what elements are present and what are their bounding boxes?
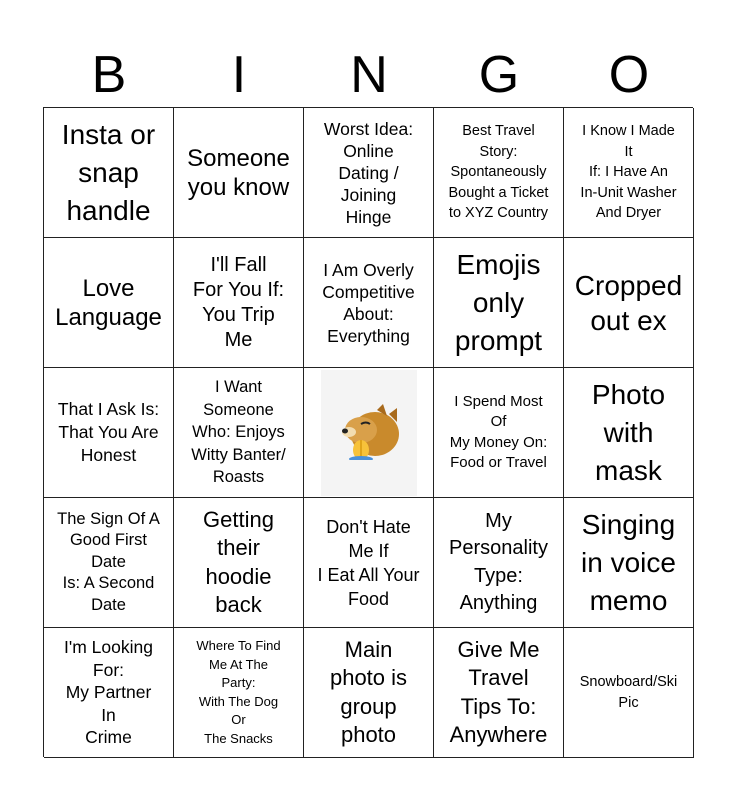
header-letter-o: O [608, 46, 650, 104]
cell-text: Worst Idea: Online Dating / Joining Hinge [323, 118, 414, 227]
cell-text: My Personality Type: Anything [449, 509, 548, 614]
cell-text: Photo with mask [591, 378, 666, 486]
cell-text: Getting their hoodie back [203, 506, 274, 617]
header-letter-i: I [231, 46, 247, 104]
cell-text: The Sign Of A Good First Date Is: A Second Date [57, 509, 160, 614]
cell-text: Love Language [55, 274, 162, 331]
cell-text: I'll Fall For You If: You Trip Me [192, 253, 285, 351]
bingo-header [44, 44, 694, 106]
cell-text: Best Travel Story: Spontaneously Bought a Ticket to XYZ Country [448, 123, 549, 222]
cell-text: I Know I Made It If: I Have An In-Unit Washer And Dryer [580, 123, 677, 222]
cell-text: I'm Looking For: My Partner In Crime [64, 637, 153, 748]
bingo-cell[interactable] [434, 238, 564, 368]
cell-text: Emojis only prompt [454, 248, 543, 356]
bingo-cell[interactable] [174, 108, 304, 238]
header-letter-n: N [350, 46, 388, 104]
free-space-cell[interactable] [304, 368, 434, 498]
bingo-cell[interactable] [44, 498, 174, 628]
bingo-cell[interactable] [174, 498, 304, 628]
cell-text: Insta or snap handle [61, 118, 156, 226]
bingo-cell[interactable] [174, 238, 304, 368]
cell-text: I Am Overly Competitive About: Everything [322, 259, 415, 346]
bingo-cell[interactable] [174, 368, 304, 498]
bingo-cell[interactable] [564, 368, 694, 498]
cell-text: Don't Hate Me If I Eat All Your Food [317, 516, 420, 609]
bingo-cell[interactable] [304, 628, 434, 758]
bingo-cell[interactable] [434, 498, 564, 628]
bingo-cell[interactable] [44, 628, 174, 758]
bingo-cell[interactable] [44, 238, 174, 368]
bingo-cell[interactable] [434, 628, 564, 758]
bingo-cell[interactable] [434, 368, 564, 498]
bingo-cell[interactable] [564, 498, 694, 628]
cell-text: Snowboard/Ski Pic [579, 674, 678, 711]
cell-text: That I Ask Is: That You Are Honest [57, 399, 160, 465]
cell-text: Singing in voice memo [581, 508, 676, 616]
cell-text: I Spend Most Of My Money On: Food or Travel [449, 392, 548, 471]
header-letter-g: G [478, 46, 520, 104]
cell-text: Where To Find Me At The Party: With The Dog Or The Snacks [196, 638, 281, 746]
bingo-cell[interactable] [564, 238, 694, 368]
bingo-cell[interactable] [304, 498, 434, 628]
bingo-cell[interactable] [304, 108, 434, 238]
cell-text: I Want Someone Who: Enjoys Witty Banter/ Roasts [191, 378, 286, 487]
bingo-cell[interactable] [304, 238, 434, 368]
free-space-image [321, 370, 417, 496]
cell-text: Give Me Travel Tips To: Anywhere [449, 636, 548, 747]
bingo-cell[interactable] [564, 108, 694, 238]
cell-text: Cropped out ex [574, 269, 683, 336]
praying-doge-icon [339, 404, 401, 460]
bingo-cell[interactable] [44, 368, 174, 498]
cell-text: Someone you know [187, 144, 290, 201]
bingo-cell[interactable] [434, 108, 564, 238]
bingo-cell[interactable] [44, 108, 174, 238]
bingo-cell[interactable] [564, 628, 694, 758]
header-letter-b: B [91, 46, 127, 104]
bingo-grid [43, 107, 693, 757]
bingo-cell[interactable] [174, 628, 304, 758]
cell-text: Main photo is group photo [329, 636, 408, 747]
